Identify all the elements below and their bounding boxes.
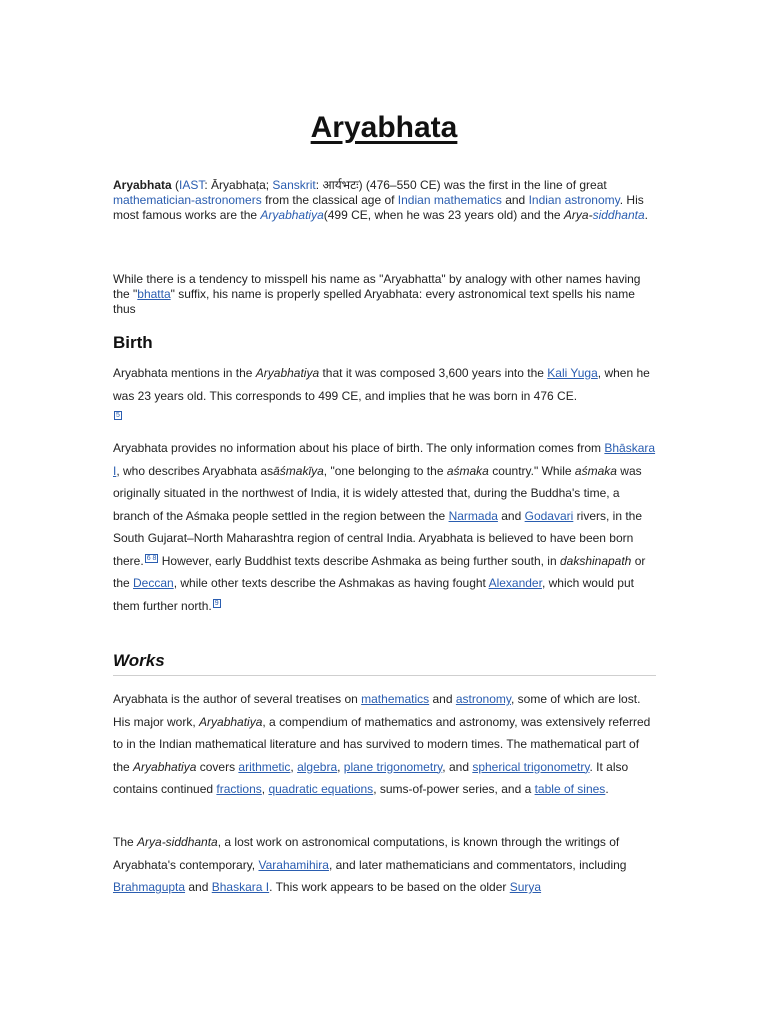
text-run: . It also contains continued [113,759,629,796]
text-run: aśmaka [574,463,617,478]
text-run: and [429,692,456,706]
birth-paragraph-2 [113,437,658,617]
text-run: Arya- [563,208,593,222]
works-paragraph-2 [113,831,658,899]
brahmagupta-link[interactable]: Brahmagupta [113,880,186,894]
iast-link[interactable]: IAST [179,178,205,192]
arithmetic-link[interactable]: arithmetic [238,759,291,774]
text-run: from the classical age of [261,193,398,207]
text-run: country." While [488,463,575,478]
text-run: , when he was 23 years old. This corresponds to 499 CE, and implies that he was born in 476 CE. [113,366,650,403]
text-run: . This work appears to be based on the older [269,880,510,894]
text-run: . [644,208,648,222]
indian-astronomy-link[interactable]: Indian astronomy [528,193,620,207]
varahamihira-link[interactable]: Varahamihira [258,857,329,872]
reference-marker[interactable]: 5 [116,412,120,419]
text-run: . His most famous works are the [113,193,644,222]
text-run: , "one belonging to the [323,463,447,478]
text-run: : Āryabhaṭa; [204,178,273,192]
text-run: Aryabhata provides no information about his place of birth. The only information comes from [113,441,605,455]
text-run: , a compendium of mathematics and astronomy, was extensively referred to in the Indian mathematical literature and has survived to modern times. The mathematical part of the [113,714,651,774]
surya-link[interactable]: Surya [509,880,542,894]
text-run: , and later mathematicians and commentators, including [328,857,627,872]
text-run: " suffix, his name is properly spelled Aryabhata: every astronomical text spells his name thus [113,287,635,316]
sanskrit-link[interactable]: Sanskrit [272,178,316,192]
bhaskara-i-link[interactable]: Bhaskara I [211,880,270,894]
text-run: covers [196,759,239,774]
text-run: While there is a tendency to misspell his name as "Aryabhatta" by analogy with other names having the " [113,272,641,301]
siddhanta-link[interactable]: siddhanta [592,208,645,222]
text-run: The [113,835,138,849]
deccan-link[interactable]: Deccan [133,576,174,590]
text-run: or the [113,553,646,590]
works-heading: Works [113,651,165,670]
spherical-trigonometry-link[interactable]: spherical trigonometry [472,759,590,774]
astronomy-link[interactable]: astronomy [455,692,512,706]
text-run: , sums-of-power series, and a [373,782,535,796]
reference-marker[interactable]: 6 8 [146,554,157,562]
subject-name: Aryabhata [113,178,172,192]
text-run: Aryabhata is the author of several treatises on [113,692,362,706]
spelling-paragraph [113,272,658,317]
text-run: : आर्यभटः) (476–550 CE) was the first in the line of great [315,178,607,192]
text-run: that it was composed 3,600 years into the [319,366,548,380]
section-divider [113,675,656,676]
intro-paragraph [113,178,658,223]
text-run: āśmakīya [273,463,324,478]
text-run: and [497,508,525,523]
quadratic-equations-link[interactable]: quadratic equations [268,782,374,796]
aryabhatiya-link[interactable]: Aryabhatiya [260,208,324,222]
text-run: was originally situated in the northwest of India, it is widely attested that, during the Buddha's time, a branch of the Aśmaka people settled in the region between the [113,463,642,523]
works-paragraph-1 [113,688,658,801]
text-run: , which would put them further north. [113,576,634,613]
text-run: . [605,782,609,796]
text-run: and [501,193,529,207]
page-title: Aryabhata [310,111,458,145]
alexander-link[interactable]: Alexander [488,576,542,590]
narmada-link[interactable]: Narmada [448,508,498,523]
text-run: and [185,880,212,894]
birth-paragraph-1 [113,362,658,430]
reference-marker[interactable]: 9 [214,599,219,607]
birth-heading: Birth [113,333,153,352]
text-run: dakshinapath [559,553,632,568]
text-run: , a lost work on astronomical computations, is known through the writings of Aryabhata's contemporary, [113,835,620,872]
kali-yuga-link[interactable]: Kali Yuga [547,366,598,380]
text-run: , who describes Aryabhata as [116,463,274,478]
text-run: , and [442,759,473,774]
mathematician-astronomers-link[interactable]: mathematician-astronomers [113,193,262,207]
text-run: Aryabhatiya [255,366,320,380]
text-run: , while other texts describe the Ashmakas as having fought [173,576,489,590]
text-run: , [261,782,269,796]
bhaskara-i-link[interactable]: Bhāskara I [113,441,656,478]
text-run: (499 CE, when he was 23 years old) and the [323,208,564,222]
fractions-link[interactable]: fractions [216,782,262,796]
text-run: Arya-siddhanta [137,835,218,849]
mathematics-link[interactable]: mathematics [361,692,430,706]
indian-mathematics-link[interactable]: Indian mathematics [397,193,502,207]
text-run: rivers, in the South Gujarat–North Maharashtra region of central India. Aryabhata is believed to have been born there. [113,508,643,568]
table-of-sines-link[interactable]: table of sines [534,782,606,796]
godavari-link[interactable]: Godavari [524,508,574,523]
bhatta-link[interactable]: bhatta [137,287,171,301]
text-run: Aryabhatiya [133,759,197,774]
plane-trigonometry-link[interactable]: plane trigonometry [343,759,443,774]
text-run: Aryabhatiya [199,714,263,729]
text-run: However, early Buddhist texts describe Ashmaka as being further south, in [158,553,560,568]
text-run: , some of which are lost. His major work, [113,692,641,729]
text-run: , [290,759,298,774]
text-run: aśmaka [446,463,489,478]
text-run: ( [171,178,180,192]
text-run: Aryabhata mentions in the [113,366,256,380]
algebra-link[interactable]: algebra [297,759,338,774]
text-run: , [337,759,344,774]
